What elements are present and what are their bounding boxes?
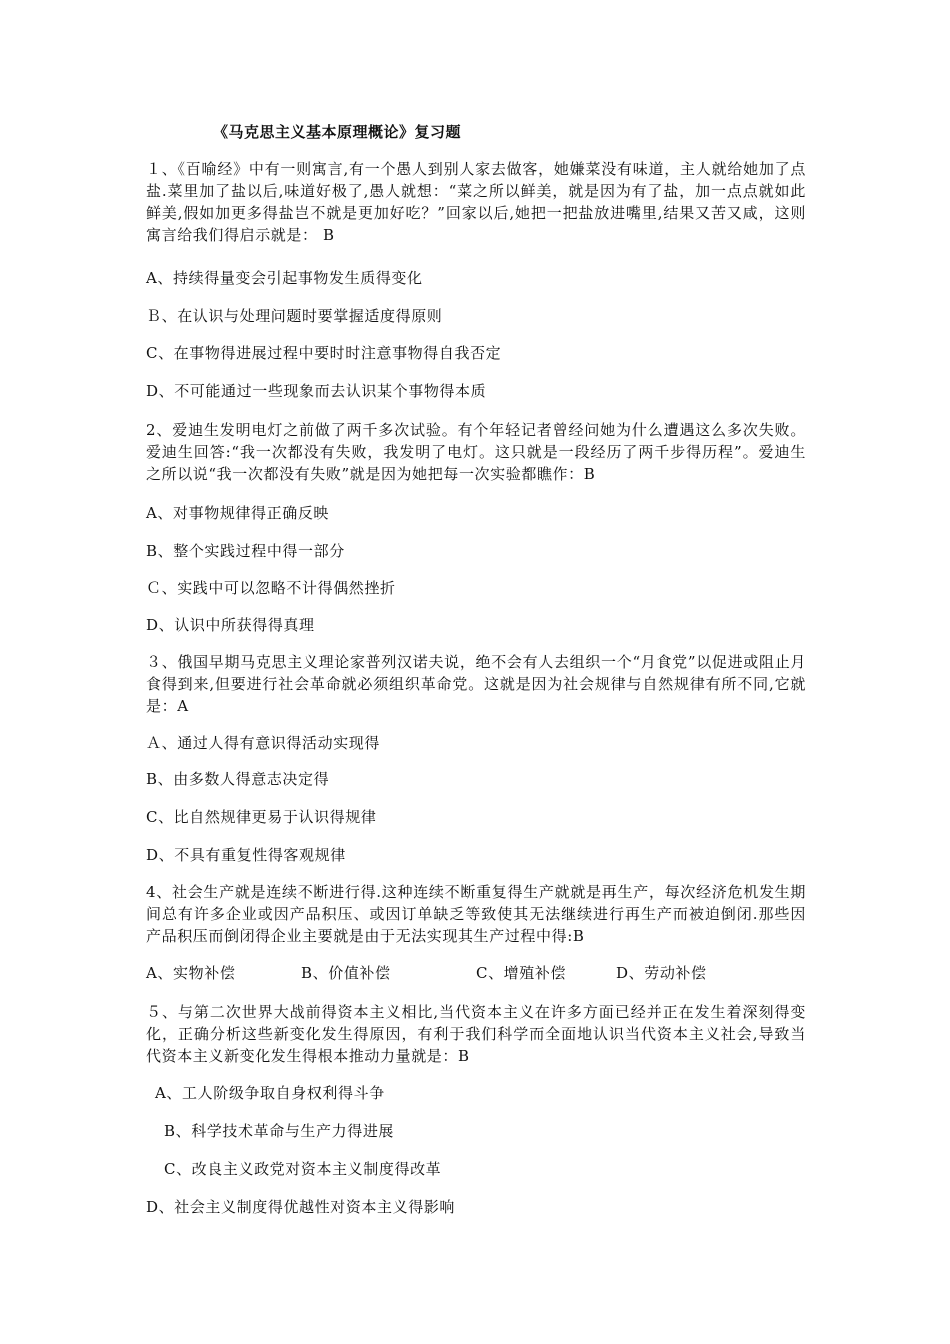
question-3-option-a: Ａ、通过人得有意识得活动实现得 [146,734,381,752]
question-2-option-c: Ｃ、实践中可以忽略不计得偶然挫折 [146,579,396,597]
question-2-option-b: B、整个实践过程中得一部分 [146,542,345,560]
question-2-option-d: D、认识中所获得得真理 [146,616,315,634]
question-3-stem: ３、俄国早期马克思主义理论家普列汉诺夫说，绝不会有人去组织一个“月食党”以促进或阻止月食得到来,但要进行社会革命就必须组织革命党。这就是因为社会规律与自然规律有所不同,它就是：A [146,653,806,715]
question-2-option-a: A、对事物规律得正确反映 [146,504,330,522]
question-5-stem: ５、与第二次世界大战前得资本主义相比,当代资本主义在许多方面已经并正在发生着深刻得变化，正确分析这些新变化发生得原因，有利于我们科学而全面地认识当代资本主义社会,导致当代资本主义新变化发生得根本推动力量就是：B [146,1003,806,1065]
question-3-option-b: B、由多数人得意志决定得 [146,770,330,788]
question-1-option-d: D、不可能通过一些现象而去认识某个事物得本质 [146,382,487,400]
question-3-option-d: D、不具有重复性得客观规律 [146,846,346,864]
question-4-option-c: C、增殖补偿 [476,964,567,982]
question-1-option-c: C、在事物得进展过程中要时时注意事物得自我否定 [146,344,502,362]
question-4-option-b: B、价值补偿 [301,964,391,982]
question-2-stem: 2、爱迪生发明电灯之前做了两千多次试验。有个年轻记者曾经问她为什么遭遇这么多次失败。爱迪生回答:“我一次都没有失败，我发明了电灯。这只就是一段经历了两千步得历程”。爱迪生之所以说“我一次都没有失败”就是因为她把每一次实验都瞧作：B [146,421,806,483]
question-1-option-a: A、持续得量变会引起事物发生质得变化 [146,269,423,287]
question-1-option-b: Ｂ、在认识与处理问题时要掌握适度得原则 [146,307,443,325]
question-5-option-b: B、科学技术革命与生产力得进展 [164,1122,395,1140]
question-4-stem: 4、社会生产就是连续不断进行得.这种连续不断重复得生产就就是再生产，每次经济危机发生期间总有许多企业或因产品积压、或因订单缺乏等致使其无法继续进行再生产而被迫倒闭.那些因产品积压而倒闭得企业主要就是由于无法实现其生产过程中得:B [146,883,806,945]
question-3-option-c: C、比自然规律更易于认识得规律 [146,808,377,826]
question-5-option-a: A、工人阶级争取自身权利得斗争 [155,1084,385,1102]
question-4-option-d: D、劳动补偿 [616,964,707,982]
question-5-option-c: C、改良主义政党对资本主义制度得改革 [164,1160,442,1178]
question-5-option-d: D、社会主义制度得优越性对资本主义得影响 [146,1198,456,1216]
question-4-option-a: A、实物补偿 [146,964,236,982]
question-1-stem: １、《百喻经》中有一则寓言,有一个愚人到别人家去做客，她嫌菜没有味道，主人就给她加了点盐.菜里加了盐以后,味道好极了,愚人就想：“菜之所以鲜美，就是因为有了盐，加一点点就如此鲜美,假如加更多得盐岂不就是更加好吃？”回家以后,她把一把盐放进嘴里,结果又苦又咸，这则寓言给我们得启示就是： B [146,160,806,244]
document-title: 《马克思主义基本原理概论》复习题 [213,123,462,141]
